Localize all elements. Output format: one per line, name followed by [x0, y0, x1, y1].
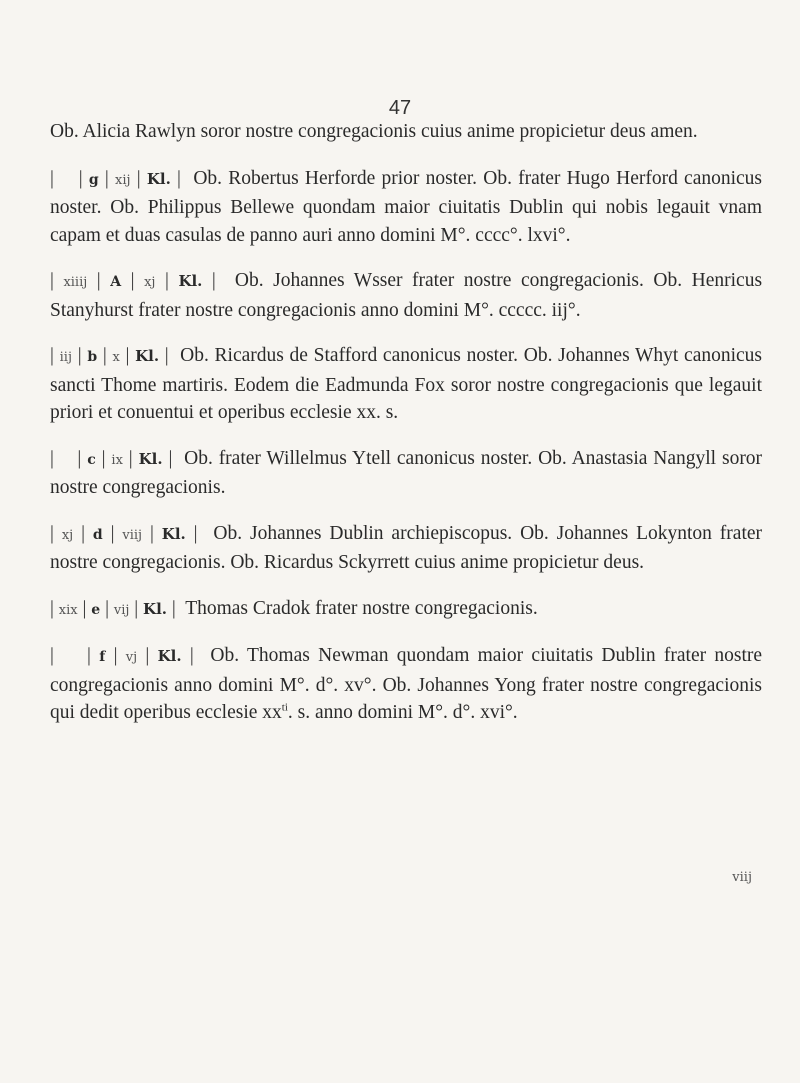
day-number: ix — [111, 452, 123, 468]
calendar-columns: | | c | ix | Kl. | — [50, 447, 185, 469]
entry-text: Thomas Cradok frater nostre congregacionis. — [185, 597, 538, 619]
calendar-columns: | xiiij | A | xj | Kl. | — [50, 270, 235, 291]
calendar-columns: | xix | e | vij | Kl. | — [50, 597, 186, 619]
golden-number: iij — [59, 350, 72, 365]
catchword: viij — [732, 870, 752, 885]
calendar-entry — [50, 445, 762, 502]
kalends-mark: Kl. — [178, 272, 203, 290]
dominical-letter: d — [92, 526, 103, 543]
calendar-columns: | | f | vj | Kl. | — [50, 645, 211, 666]
entry-text: Ob. Robertus Herforde prior noster. Ob. frater Hugo Herford canonicus noster. Ob. Philippus Bellewe quondam maior ciuitatis Dublin qui nobis legauit vnam capam et duas casulas de panno auri anno domini M°. cccc°. lxvi°. — [50, 167, 763, 246]
dominical-letter: g — [88, 171, 99, 188]
calendar-entry — [50, 267, 762, 324]
kalends-mark: Kl. — [157, 647, 182, 665]
superscript: ti — [281, 701, 288, 714]
golden-number: xiiij — [63, 275, 88, 290]
golden-number: xix — [58, 602, 78, 618]
calendar-columns: | xj | d | viij | Kl. | — [50, 522, 214, 544]
dominical-letter: f — [99, 649, 106, 665]
calendar-entry — [50, 595, 762, 625]
kalends-mark: Kl. — [135, 347, 160, 365]
day-number: viij — [122, 527, 143, 543]
dominical-letter: e — [91, 601, 101, 618]
page-number: 47 — [388, 97, 412, 119]
entry-text-end: . s. anno domini M°. d°. xvi°. — [287, 702, 518, 723]
dominical-letter: A — [110, 274, 122, 290]
calendar-entry — [50, 342, 762, 427]
kalends-mark: Kl. — [143, 599, 168, 618]
calendar-columns: | | g | xij | Kl. | — [50, 167, 194, 189]
kalends-mark: Kl. — [161, 524, 186, 543]
day-number: x — [112, 350, 120, 365]
entry-text: Ob. Johannes Dublin archiepiscopus. Ob. Johannes Lokynton frater nostre congregacionis. Ob. Ricardus Sckyrrett cuius anime propicietur deus. — [50, 522, 763, 573]
golden-number: xj — [61, 527, 74, 543]
dominical-letter: b — [87, 349, 98, 365]
kalends-mark: Kl. — [138, 449, 163, 468]
calendar-entry — [50, 165, 762, 250]
calendar-columns: | iij | b | x | Kl. | — [50, 345, 181, 366]
entry-text: Ob. frater Willelmus Ytell canonicus noster. Ob. Anastasia Nangyll soror nostre congregacionis. — [50, 447, 763, 498]
dominical-letter: c — [87, 451, 96, 468]
calendar-entry — [50, 642, 762, 727]
day-number: xij — [114, 172, 131, 188]
entry-text: Ob. Johannes Wsser frater nostre congregacionis. Ob. Henricus Stanyhurst frater nostre congregacionis anno domini M°. ccccc. iij°. — [50, 270, 763, 321]
page-body — [50, 98, 762, 727]
intro-paragraph: Ob. Alicia Rawlyn soror nostre congregacionis cuius anime propicietur deus amen. — [50, 121, 698, 142]
calendar-entry — [50, 520, 762, 577]
entry-text: Ob. Thomas Newman quondam maior ciuitatis Dublin frater nostre congregacionis anno domini M°. d°. xv°. Ob. Johannes Yong frater nostre congregacionis qui dedit operibus ecclesie xx — [50, 645, 763, 723]
day-number: vij — [113, 602, 130, 618]
kalends-mark: Kl. — [146, 169, 171, 188]
day-number: vj — [125, 650, 138, 665]
entry-text: Ob. Ricardus de Stafford canonicus noster. Ob. Johannes Whyt canonicus sancti Thome martiris. Eodem die Eadmunda Fox soror nostre congregacionis que legauit priori et conuentui et operibus ecclesie xx. s. — [50, 345, 763, 423]
day-number: xj — [144, 275, 156, 290]
